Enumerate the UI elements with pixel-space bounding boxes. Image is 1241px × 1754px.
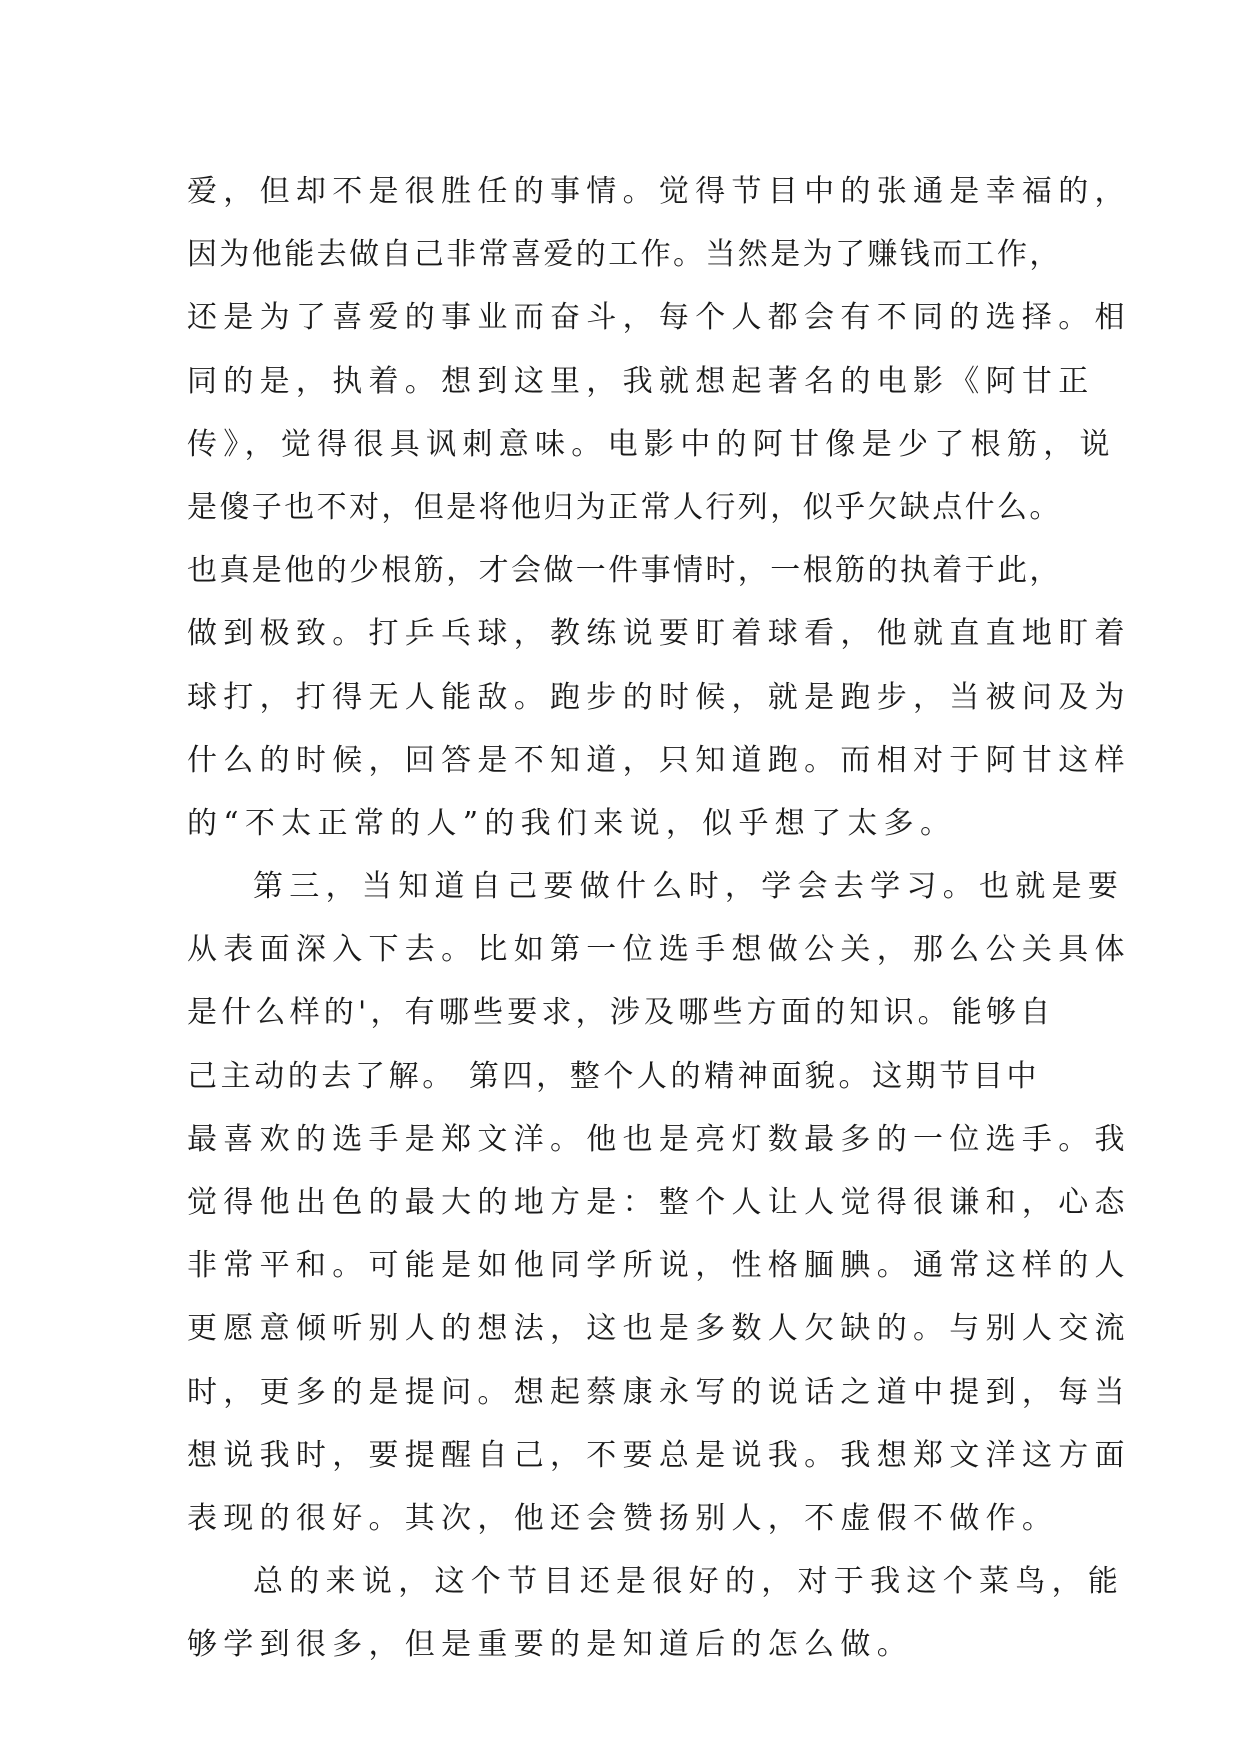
text-line: 也真是他的少根筋，才会做一件事情时，一根筋的执着于此， [187, 553, 1062, 589]
text-line: 想说我时，要提醒自己，不要总是说我。我想郑文洋这方面 [187, 1437, 1131, 1473]
text-line: 己主动的去了解。 第四，整个人的精神面貌。这期节目中 [187, 1058, 1041, 1094]
text-line: 传》，觉得很具讽刺意味。电影中的阿甘像是少了根筋，说 [187, 426, 1116, 462]
body-text [187, 160, 1131, 1677]
text-line: 够学到很多，但是重要的是知道后的怎么做。 [187, 1627, 913, 1663]
text-line: 因为他能去做自己非常喜爱的工作。当然是为了赚钱而工作， [187, 237, 1062, 273]
text-line: 同的是，执着。想到这里，我就想起著名的电影《阿甘正 [187, 363, 1095, 399]
text-line: 爱，但却不是很胜任的事情。觉得节目中的张通是幸福的， [187, 174, 1131, 209]
text-line: 更愿意倾听别人的想法，这也是多数人欠缺的。与别人交流 [187, 1311, 1131, 1347]
text-line: 时，更多的是提问。想起蔡康永写的说话之道中提到，每当 [187, 1374, 1131, 1410]
text-line: 是什么样的'，有哪些要求，涉及哪些方面的知识。能够自 [187, 995, 1055, 1031]
text-line: 的“不太正常的人”的我们来说，似乎想了太多。 [187, 805, 957, 841]
paragraph-start-line: 第三，当知道自己要做什么时，学会去学习。也就是要 [253, 869, 1125, 905]
text-line: 最喜欢的选手是郑文洋。他也是亮灯数最多的一位选手。我 [187, 1121, 1131, 1157]
text-line: 表现的很好。其次，他还会赞扬别人，不虚假不做作。 [187, 1500, 1059, 1536]
text-line: 非常平和。可能是如他同学所说，性格腼腆。通常这样的人 [187, 1248, 1131, 1284]
paragraph-start-line: 总的来说，这个节目还是很好的，对于我这个菜鸟，能 [253, 1564, 1125, 1600]
text-line: 做到极致。打乒乓球，教练说要盯着球看，他就直直地盯着 [187, 616, 1131, 652]
text-line: 觉得他出色的最大的地方是：整个人让人觉得很谦和，心态 [187, 1185, 1131, 1220]
text-line: 什么的时候，回答是不知道，只知道跑。而相对于阿甘这样 [187, 742, 1131, 778]
text-line: 球打，打得无人能敌。跑步的时候，就是跑步，当被问及为 [187, 679, 1131, 715]
text-line: 从表面深入下去。比如第一位选手想做公关，那么公关具体 [187, 932, 1131, 968]
text-line: 是傻子也不对，但是将他归为正常人行列，似乎欠缺点什么。 [187, 489, 1062, 525]
text-line: 还是为了喜爱的事业而奋斗，每个人都会有不同的选择。相 [187, 300, 1131, 336]
